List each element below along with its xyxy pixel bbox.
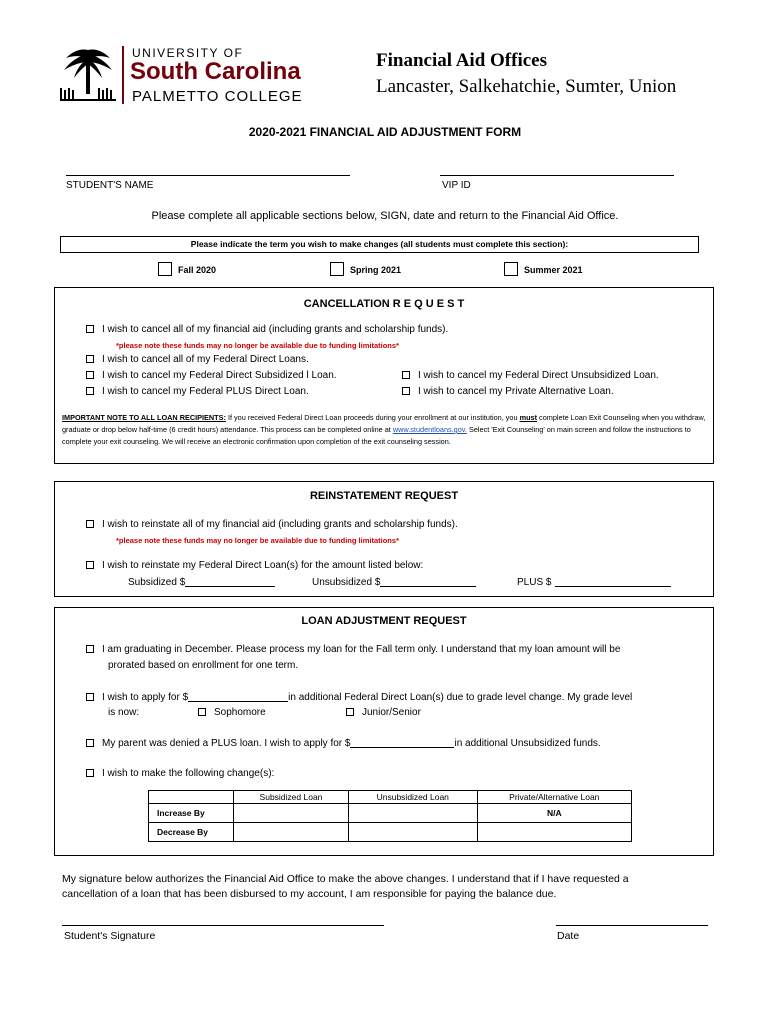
term-spring[interactable] <box>330 262 401 276</box>
subsidized-amount-line[interactable] <box>185 576 275 587</box>
summer-label: Summer 2021 <box>524 265 583 275</box>
reinstatement-title: REINSTATEMENT REQUEST <box>309 490 459 502</box>
decrease-subsidized-cell[interactable] <box>234 823 349 842</box>
plus-denied-amount-line[interactable] <box>350 737 454 748</box>
student-name-label: STUDENT'S NAME <box>66 180 154 191</box>
palmetto-tree-icon <box>58 44 118 104</box>
plus-amount-line[interactable] <box>555 576 671 587</box>
cancel-unsubsidized-item[interactable] <box>402 370 659 381</box>
reinstate-loans-label: I wish to reinstate my Federal Direct Loan(s) for the amount listed below: <box>102 560 424 571</box>
decrease-unsubsidized-cell[interactable] <box>348 823 477 842</box>
junior-checkbox[interactable] <box>346 708 354 716</box>
cancel-private-checkbox[interactable] <box>402 387 410 395</box>
table-corner-cell <box>149 791 234 804</box>
term-summer[interactable] <box>504 262 583 276</box>
important-text-3: Select 'Exit Counseling' on main screen and follow the instructions to complete your exit counseling. We will receive an electronic confirmation upon completion of the exit counseling session. <box>62 425 691 446</box>
row-label-increase: Increase By <box>149 804 234 823</box>
grade-change-checkbox[interactable] <box>86 693 94 701</box>
important-must: must <box>519 413 538 422</box>
date-line[interactable] <box>556 925 708 926</box>
sophomore-option[interactable] <box>198 707 266 718</box>
reinstate-all-label: I wish to reinstate all of my financial aid (including grants and scholarship funds). <box>102 519 458 530</box>
header-unsubsidized: Unsubsidized Loan <box>348 791 477 804</box>
reinstate-unsubsidized-label: Unsubsidized $ <box>312 577 381 588</box>
table-row-increase <box>149 804 632 823</box>
date-label: Date <box>557 930 580 942</box>
cancel-all-checkbox[interactable] <box>86 325 94 333</box>
fall-checkbox[interactable] <box>158 262 172 276</box>
increase-private-cell: N/A <box>477 804 631 823</box>
graduating-label-2: prorated based on enrollment for one term. <box>108 660 299 671</box>
junior-option[interactable] <box>346 707 421 718</box>
grade-change-label-b: in additional Federal Direct Loan(s) due to grade level change. My grade level <box>288 692 633 703</box>
loan-change-table <box>148 790 632 842</box>
unsubsidized-amount-line[interactable] <box>380 576 476 587</box>
cancel-note: *please note these funds may no longer be available due to funding limitations* <box>116 341 399 350</box>
grade-level-label: is now: <box>108 707 140 718</box>
cancel-direct-item[interactable] <box>86 354 309 365</box>
important-text-2: complete Loan Exit Counseling when you withdraw, graduate or drop below half-time (6 credit hours) attendance. This process can be completed online at <box>62 413 706 434</box>
spring-label: Spring 2021 <box>350 265 402 275</box>
reinstate-subsidized-label: Subsidized $ <box>128 577 186 588</box>
cancel-unsubsidized-label: I wish to cancel my Federal Direct Unsubsidized Loan. <box>418 370 659 381</box>
cancel-plus-label: I wish to cancel my Federal PLUS Direct Loan. <box>102 386 309 397</box>
changes-item[interactable] <box>86 768 274 779</box>
graduating-label-1: I am graduating in December. Please process my loan for the Fall term only. I understand that my loan amount will be <box>102 644 621 655</box>
sophomore-label: Sophomore <box>214 707 266 718</box>
table-header-row <box>149 791 632 804</box>
loan-adjustment-title: LOAN ADJUSTMENT REQUEST <box>301 615 467 627</box>
changes-checkbox[interactable] <box>86 769 94 777</box>
cancel-direct-checkbox[interactable] <box>86 355 94 363</box>
cancel-private-label: I wish to cancel my Private Alternative Loan. <box>418 386 614 397</box>
cancel-plus-checkbox[interactable] <box>86 387 94 395</box>
office-campuses: Lancaster, Salkehatchie, Sumter, Union <box>376 76 677 97</box>
cancel-plus-item[interactable] <box>86 386 309 397</box>
studentloans-link[interactable]: www.studentloans.gov. <box>392 425 467 434</box>
reinstate-unsubsidized <box>312 576 476 588</box>
changes-label: I wish to make the following change(s): <box>102 768 275 779</box>
summer-checkbox[interactable] <box>504 262 518 276</box>
logo-university-of: UNIVERSITY OF <box>132 46 244 60</box>
fall-label: Fall 2020 <box>178 265 217 275</box>
header-private: Private/Alternative Loan <box>477 791 631 804</box>
junior-label: Junior/Senior <box>362 707 421 718</box>
cancel-all-item[interactable] <box>86 324 448 335</box>
cancel-subsidized-checkbox[interactable] <box>86 371 94 379</box>
plus-denied-item[interactable] <box>86 737 601 749</box>
cancel-direct-label: I wish to cancel all of my Federal Direct Loans. <box>102 354 309 365</box>
reinstate-subsidized <box>128 576 275 588</box>
term-fall[interactable] <box>158 262 216 276</box>
graduating-item[interactable] <box>86 644 620 655</box>
logo-palmetto-college: PALMETTO COLLEGE <box>132 88 303 105</box>
grade-change-label-a: I wish to apply for $ <box>102 692 189 703</box>
reinstate-plus-label: PLUS $ <box>517 577 552 588</box>
usc-palmetto-logo <box>58 44 322 106</box>
instructions: Please complete all applicable sections below, SIGN, date and return to the Financial Aid Office. <box>151 210 619 222</box>
plus-denied-checkbox[interactable] <box>86 739 94 747</box>
logo-divider <box>122 46 124 104</box>
plus-denied-label-b: in additional Unsubsidized funds. <box>454 738 601 749</box>
cancel-subsidized-label: I wish to cancel my Federal Direct Subsidized l Loan. <box>102 370 337 381</box>
important-note <box>62 412 708 448</box>
term-prompt: Please indicate the term you wish to make changes (all students must complete this section): <box>190 239 569 249</box>
reinstate-all-item[interactable] <box>86 519 458 530</box>
grade-change-item[interactable] <box>86 691 632 703</box>
reinstate-loans-item[interactable] <box>86 560 423 571</box>
plus-denied-label-a: My parent was denied a PLUS loan. I wish to apply for $ <box>102 738 351 749</box>
cancellation-title: CANCELLATION R E Q U E S T <box>303 298 465 310</box>
decrease-private-cell[interactable] <box>477 823 631 842</box>
header-subsidized: Subsidized Loan <box>234 791 349 804</box>
cancel-all-label: I wish to cancel all of my financial aid (including grants and scholarship funds). <box>102 324 449 335</box>
cancel-unsubsidized-checkbox[interactable] <box>402 371 410 379</box>
reinstate-all-checkbox[interactable] <box>86 520 94 528</box>
row-label-decrease: Decrease By <box>149 823 234 842</box>
vip-id-line[interactable] <box>440 175 674 176</box>
increase-subsidized-cell[interactable] <box>234 804 349 823</box>
student-name-line[interactable] <box>66 175 350 176</box>
grade-change-amount-line[interactable] <box>188 691 288 702</box>
logo-south-carolina: South Carolina <box>130 58 301 85</box>
reinstate-loans-checkbox[interactable] <box>86 561 94 569</box>
cancel-private-item[interactable] <box>402 386 614 397</box>
form-title: 2020-2021 FINANCIAL AID ADJUSTMENT FORM <box>248 125 522 139</box>
reinstate-note: *please note these funds may no longer be available due to funding limitations* <box>116 536 399 545</box>
signature-statement-1: My signature below authorizes the Financial Aid Office to make the above changes. I understand that if I have requested a <box>62 873 629 885</box>
important-label: IMPORTANT NOTE TO ALL LOAN RECIPIENTS: <box>62 413 226 422</box>
cancel-subsidized-item[interactable] <box>86 370 337 381</box>
increase-unsubsidized-cell[interactable] <box>348 804 477 823</box>
signature-line[interactable] <box>62 925 384 926</box>
spring-checkbox[interactable] <box>330 262 344 276</box>
office-title: Financial Aid Offices <box>376 50 547 71</box>
vip-id-label: VIP ID <box>442 180 471 191</box>
graduating-checkbox[interactable] <box>86 645 94 653</box>
important-text-1: If you received Federal Direct Loan proceeds during your enrollment at our institution, you <box>225 413 520 422</box>
table-row-decrease <box>149 823 632 842</box>
signature-statement-2: cancellation of a loan that has been disbursed to my account, I am responsible for paying the balance due. <box>62 888 557 900</box>
sophomore-checkbox[interactable] <box>198 708 206 716</box>
term-prompt-box <box>60 236 699 253</box>
reinstate-plus <box>517 576 671 588</box>
signature-label: Student's Signature <box>64 930 156 942</box>
